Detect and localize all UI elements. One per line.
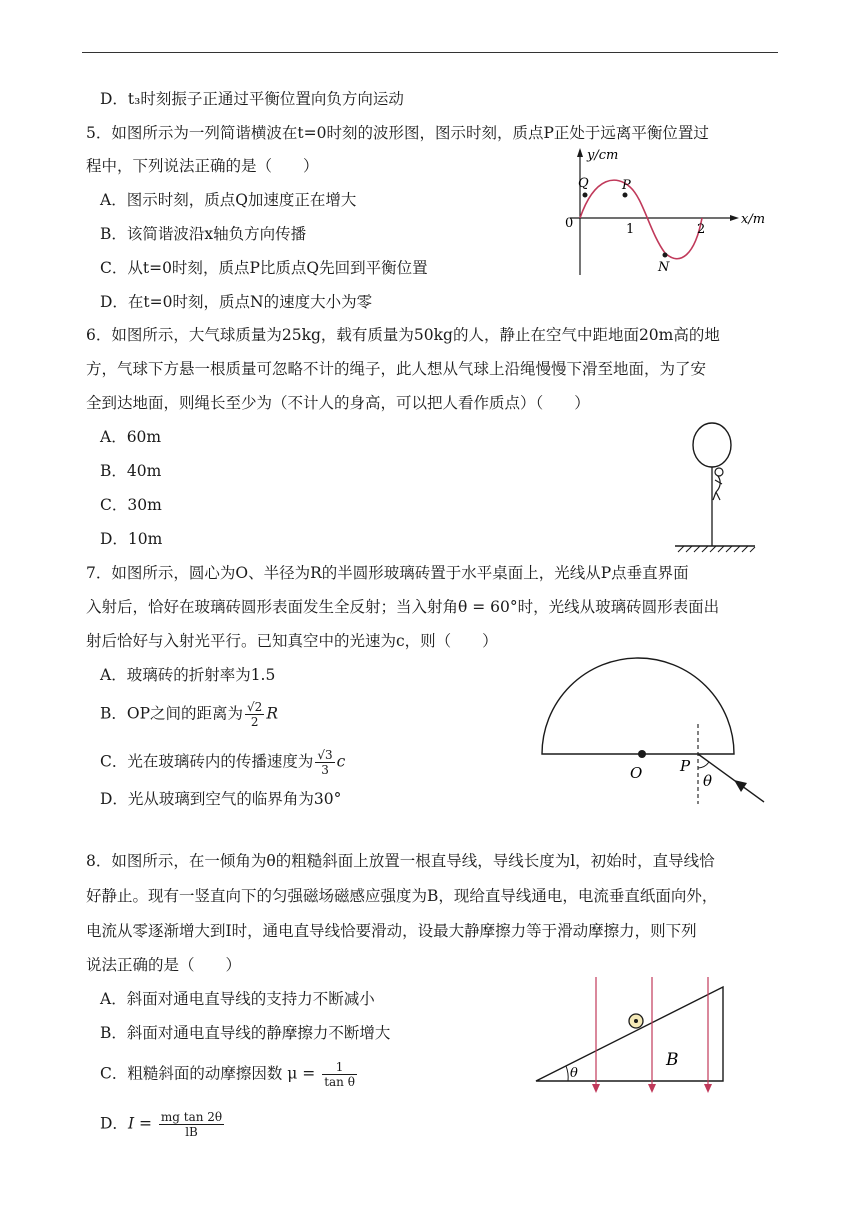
q7-option-b-unit: R — [266, 704, 278, 723]
q5-wave-figure — [555, 145, 785, 280]
q6-option-a[interactable]: A．60m — [100, 428, 162, 446]
field-arrow-2 — [648, 1084, 656, 1093]
balloon — [693, 423, 731, 467]
q6-stem-line1: 6．如图所示，大气球质量为25kg，载有质量为50kg的人，静止在空气中距地面20m高的地 — [86, 326, 720, 344]
ground-hatch — [678, 546, 755, 552]
label-theta: θ — [570, 1066, 578, 1081]
x-tick-2: 2 — [697, 222, 706, 237]
q8-option-c-text: C．粗糙斜面的动摩擦因数 μ = — [100, 1064, 321, 1083]
label-theta: θ — [703, 772, 713, 790]
label-p: P — [680, 757, 691, 775]
q7-option-b[interactable] — [100, 700, 278, 729]
fraction-denominator: 3 — [321, 763, 329, 777]
q6-stem-line2: 方，气球下方悬一根质量可忽略不计的绳子，此人想从气球上沿绳慢慢下滑至地面，为了安 — [86, 360, 707, 378]
q8-option-c-fraction — [322, 1060, 357, 1089]
q8-stem-line1: 8．如图所示，在一倾角为θ的粗糙斜面上放置一根直导线，导线长度为l，初始时，直导线恰 — [86, 852, 715, 870]
theta-arc — [566, 1066, 568, 1081]
fraction-numerator: 1 — [322, 1060, 357, 1075]
q8-option-b[interactable]: B．斜面对通电直导线的静摩擦力不断增大 — [100, 1024, 391, 1042]
q5-option-c[interactable]: C．从t=0时刻，质点P比质点Q先回到平衡位置 — [100, 259, 428, 277]
header-rule — [82, 52, 778, 53]
wire-dot-icon — [634, 1019, 638, 1023]
y-axis-label: y/cm — [587, 148, 619, 163]
x-axis-label: x/m — [741, 212, 766, 227]
q5-option-d[interactable]: D．在t=0时刻，质点N的速度大小为零 — [100, 293, 373, 311]
fraction-denominator: tan θ — [324, 1075, 355, 1089]
q5-stem-line1: 5．如图所示为一列简谐横波在t=0时刻的波形图，图示时刻，质点P正处于远离平衡位置过 — [86, 124, 709, 142]
q7-stem-line2: 入射后，恰好在玻璃砖圆形表面发生全反射；当入射角θ = 60°时，光线从玻璃砖圆形表面出 — [86, 598, 720, 616]
fraction-denominator: 2 — [250, 715, 259, 729]
field-arrow-1 — [592, 1084, 600, 1093]
q6-stem-line3: 全到达地面，则绳长至少为（不计人的身高，可以把人看作质点）（ ） — [86, 394, 590, 412]
q7-option-b-fraction — [245, 700, 264, 729]
point-p — [623, 193, 628, 198]
point-q — [583, 193, 588, 198]
q5-option-b[interactable]: B．该简谐波沿x轴负方向传播 — [100, 225, 307, 243]
q8-incline-figure — [530, 975, 730, 1095]
q8-option-d-lhs: I = — [127, 1114, 157, 1133]
x-tick-1: 1 — [626, 222, 635, 237]
label-n: N — [658, 260, 670, 275]
q8-stem-line3: 电流从零逐渐增大到I时，通电直导线恰要滑动，设最大静摩擦力等于滑动摩擦力，则下列 — [86, 922, 697, 940]
fraction-denominator: lB — [185, 1125, 198, 1139]
q7-stem-line1: 7．如图所示，圆心为O、半径为R的半圆形玻璃砖置于水平桌面上，光线从P点垂直界面 — [86, 564, 689, 582]
origin-label: 0 — [565, 216, 574, 231]
q7-option-b-text: B．OP之间的距离为 — [100, 704, 244, 723]
q8-option-a[interactable]: A．斜面对通电直导线的支持力不断减小 — [100, 990, 375, 1008]
person-head — [715, 468, 723, 476]
label-q: Q — [578, 176, 589, 191]
wave-curve — [580, 180, 702, 259]
q8-option-c[interactable] — [100, 1060, 359, 1089]
q8-option-d-fraction — [159, 1110, 224, 1139]
fraction-numerator: √2 — [247, 700, 263, 714]
angle-arc — [698, 762, 709, 768]
center-o — [638, 750, 646, 758]
field-arrow-3 — [704, 1084, 712, 1093]
q8-stem-line2: 好静止。现有一竖直向下的匀强磁场磁感应强度为B，现给直导线通电，电流垂直纸面向外， — [86, 887, 718, 905]
q7-glass-figure — [538, 640, 773, 810]
fraction-numerator: mg tan 2θ — [160, 1110, 223, 1124]
q8-option-d-label: D． — [100, 1114, 128, 1133]
q8-option-d[interactable] — [100, 1110, 226, 1139]
q7-option-d[interactable]: D．光从玻璃到空气的临界角为30° — [100, 790, 342, 808]
q8-stem-line4: 说法正确的是（ ） — [86, 956, 242, 974]
label-o: O — [630, 764, 643, 782]
q7-option-c-text: C．光在玻璃砖内的传播速度为 — [100, 752, 314, 771]
person-body — [713, 476, 722, 500]
q6-balloon-figure — [670, 420, 760, 555]
q6-option-b[interactable]: B．40m — [100, 462, 162, 480]
q7-option-c[interactable] — [100, 748, 345, 777]
point-n — [663, 253, 668, 258]
q5-option-a[interactable]: A．图示时刻，质点Q加速度正在增大 — [100, 191, 357, 209]
ray-arrowhead — [734, 780, 747, 792]
q7-option-c-fraction — [315, 748, 334, 777]
q7-option-a[interactable]: A．玻璃砖的折射率为1.5 — [100, 666, 276, 684]
q6-option-c[interactable]: C．30m — [100, 496, 162, 514]
incline-triangle — [536, 987, 723, 1081]
q7-stem-line3: 射后恰好与入射光平行。已知真空中的光速为c，则（ ） — [86, 632, 498, 650]
q4-option-d[interactable]: D．t₃时刻振子正通过平衡位置向负方向运动 — [100, 90, 404, 108]
semicircle — [542, 658, 734, 754]
q5-stem-line2: 程中，下列说法正确的是（ ） — [86, 157, 319, 175]
label-p: P — [622, 178, 631, 193]
label-b: B — [666, 1050, 679, 1070]
q6-option-d[interactable]: D．10m — [100, 530, 163, 548]
q7-option-c-unit: c — [336, 752, 346, 771]
fraction-numerator: √3 — [317, 748, 333, 762]
